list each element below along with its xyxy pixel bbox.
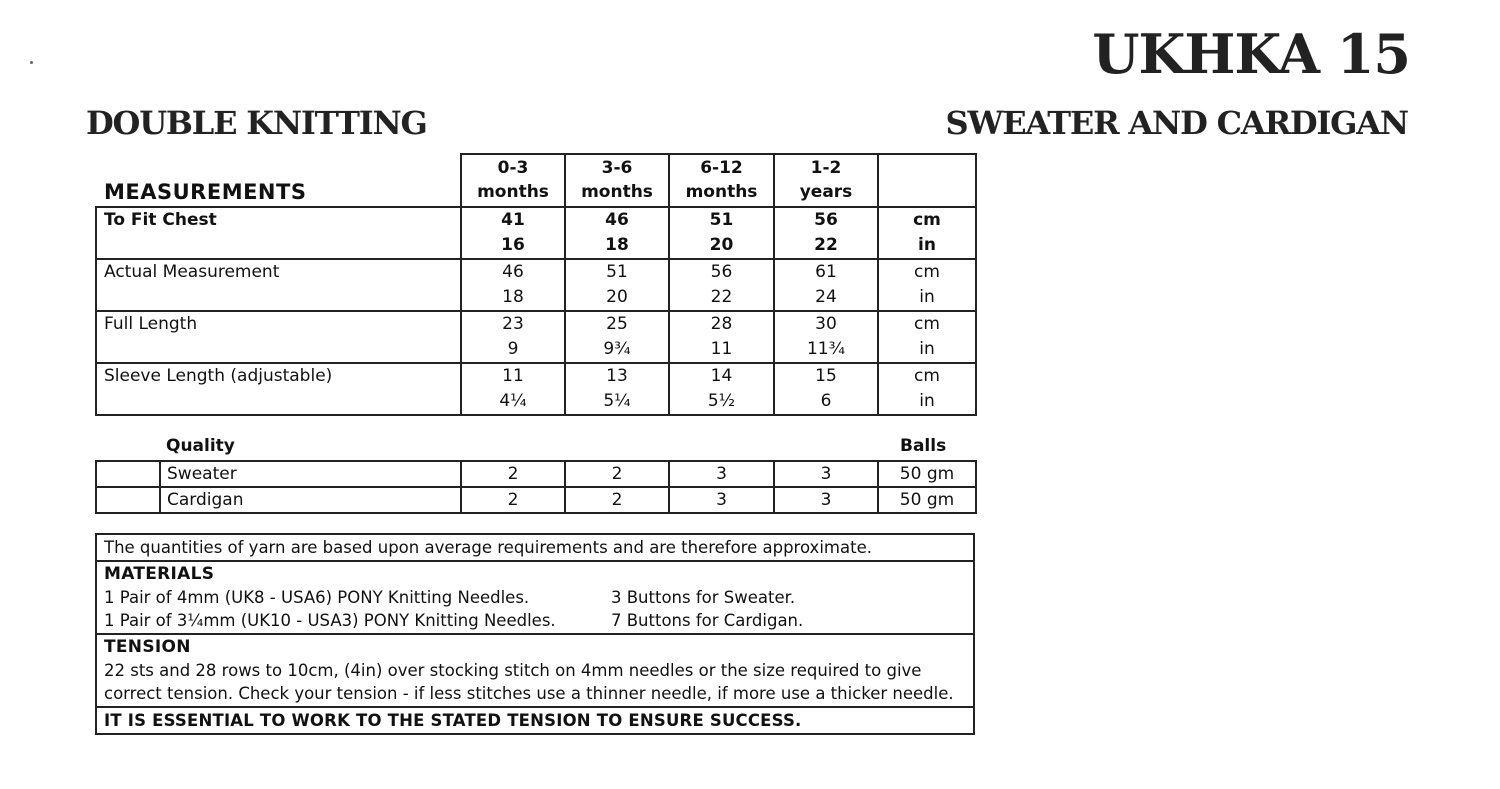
measurements-title: MEASUREMENTS [96, 154, 461, 207]
stray-dot [30, 61, 33, 64]
unit-header [878, 154, 976, 207]
materials-line [104, 609, 966, 632]
materials-heading: MATERIALS [104, 564, 215, 584]
row-label: Full Length [96, 311, 461, 363]
value-cell: 28 11 [669, 311, 774, 363]
size-header: 3-6 months [565, 154, 669, 207]
pattern-subtitle: SWEATER AND CARDIGAN [945, 104, 1408, 142]
materials-line [104, 586, 966, 609]
quantities-table [95, 460, 977, 514]
balls-label: Balls [900, 436, 947, 456]
value-cell: 11 4¼ [461, 363, 565, 415]
materials-row [96, 561, 974, 634]
value-cell: 46 18 [461, 259, 565, 311]
row-label: Cardigan [160, 487, 461, 513]
unit-cell: cm in [878, 207, 976, 259]
value-cell: 2 [565, 487, 669, 513]
table-row [96, 363, 976, 415]
value-cell: 23 9 [461, 311, 565, 363]
unit-cell: cm in [878, 259, 976, 311]
yarn-weight-title: DOUBLE KNITTING [86, 104, 427, 142]
needle-item: 1 Pair of 3¼mm (UK10 - USA3) PONY Knitting Needles. [104, 611, 556, 630]
value-cell: 3 [774, 487, 878, 513]
row-label: Actual Measurement [96, 259, 461, 311]
size-header: 1-2 years [774, 154, 878, 207]
row-label: To Fit Chest [96, 207, 461, 259]
value-cell: 13 5¼ [565, 363, 669, 415]
button-item: 7 Buttons for Cardigan. [611, 611, 804, 630]
table-row [96, 207, 976, 259]
value-cell: 3 [669, 487, 774, 513]
blank-cell [96, 487, 160, 513]
value-cell: 46 18 [565, 207, 669, 259]
value-cell: 15 6 [774, 363, 878, 415]
notes-box [95, 533, 975, 735]
table-row [96, 487, 976, 513]
value-cell: 30 11¾ [774, 311, 878, 363]
tension-text: 22 sts and 28 rows to 10cm, (4in) over stocking stitch on 4mm needles or the size required to give correct tension. Check your tension - if less stitches use a thinner needle, if more use a thicker needle. [104, 661, 954, 703]
pattern-code: UKHKA 15 [1092, 22, 1410, 86]
table-row [96, 461, 976, 487]
value-cell: 56 22 [669, 259, 774, 311]
approx-row [96, 534, 974, 561]
value-cell: 25 9¾ [565, 311, 669, 363]
warning-row [96, 707, 974, 734]
value-cell: 2 [461, 487, 565, 513]
table-row [96, 259, 976, 311]
unit-cell: 50 gm [878, 461, 976, 487]
value-cell: 2 [565, 461, 669, 487]
table-row [96, 311, 976, 363]
value-cell: 3 [774, 461, 878, 487]
unit-cell: 50 gm [878, 487, 976, 513]
value-cell: 61 24 [774, 259, 878, 311]
value-cell: 56 22 [774, 207, 878, 259]
approx-note: The quantities of yarn are based upon average requirements and are therefore approximate. [96, 534, 974, 561]
row-label: Sleeve Length (adjustable) [96, 363, 461, 415]
value-cell: 51 20 [669, 207, 774, 259]
value-cell: 51 20 [565, 259, 669, 311]
materials-section [96, 561, 974, 634]
measurements-table [95, 153, 977, 416]
row-label: Sweater [160, 461, 461, 487]
needle-item: 1 Pair of 4mm (UK8 - USA6) PONY Knitting Needles. [104, 588, 530, 607]
tension-section [96, 634, 974, 707]
size-header-row [96, 154, 976, 207]
size-header: 6-12 months [669, 154, 774, 207]
tension-heading: TENSION [104, 637, 191, 657]
quality-label: Quality [166, 436, 235, 456]
tension-row [96, 634, 974, 707]
value-cell: 41 16 [461, 207, 565, 259]
unit-cell: cm in [878, 363, 976, 415]
value-cell: 2 [461, 461, 565, 487]
value-cell: 14 5½ [669, 363, 774, 415]
blank-cell [96, 461, 160, 487]
unit-cell: cm in [878, 311, 976, 363]
size-header: 0-3 months [461, 154, 565, 207]
button-item: 3 Buttons for Sweater. [611, 588, 796, 607]
value-cell: 3 [669, 461, 774, 487]
tension-warning: IT IS ESSENTIAL TO WORK TO THE STATED TENSION TO ENSURE SUCCESS. [96, 707, 974, 734]
